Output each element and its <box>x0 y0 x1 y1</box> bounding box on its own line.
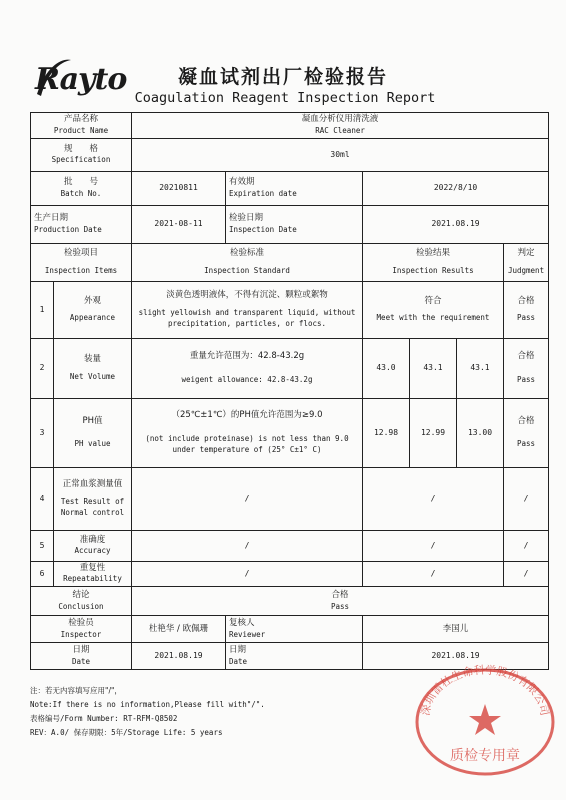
col-items-en: Inspection Items <box>44 265 118 275</box>
col-standard-en: Inspection Standard <box>204 265 290 275</box>
table-row <box>31 531 549 562</box>
item-name-en: Accuracy <box>74 546 111 556</box>
note-line-cn: 注：若无内容填写应用"/"， <box>30 686 122 695</box>
item-result-value: 43.0 <box>376 363 396 373</box>
item-result-en: Meet with the requirement <box>376 313 490 323</box>
conclusion-label-en: Conclusion <box>58 601 104 611</box>
item-result-cn: 符合 <box>424 295 442 306</box>
inspection-date-label-cn: 检验日期 <box>229 213 264 224</box>
spec-value: 30ml <box>330 149 350 159</box>
item-judgment-empty: / <box>523 540 529 550</box>
report-title-en: Coagulation Reagent Inspection Report <box>134 90 436 106</box>
item-name-en: PH value <box>74 439 111 449</box>
item-judgment-empty: / <box>523 493 529 503</box>
report-title-cn: 凝血试剂出厂检验报告 <box>177 66 388 88</box>
batch-row <box>31 172 549 206</box>
item-standard-empty: / <box>244 540 250 550</box>
col-standard-cn: 检验标准 <box>229 248 264 259</box>
item-judgment-empty: / <box>523 568 529 578</box>
reviewer-label-cn: 复核人 <box>229 618 255 629</box>
reviewer-date-label-cn: 日期 <box>229 645 247 656</box>
table-row <box>31 282 549 339</box>
item-standard-empty: / <box>244 568 250 578</box>
item-standard-cn: （25℃±1℃）的PH值允许范围为≥9.0 <box>171 410 323 421</box>
inspector-date-value: 2021.08.19 <box>154 650 203 660</box>
reviewer-date-value: 2021.08.19 <box>431 650 480 660</box>
item-name-cn: PH值 <box>82 415 103 426</box>
item-judgment-en: Pass <box>517 374 536 384</box>
col-results-cn: 检验结果 <box>415 248 450 259</box>
stamp-star-icon <box>469 704 501 735</box>
item-judgment-cn: 合格 <box>517 295 535 306</box>
column-header-row <box>31 244 549 282</box>
item-standard-empty: / <box>244 493 250 503</box>
product-label-cn: 产品名称 <box>63 114 98 125</box>
item-result-value: 43.1 <box>423 363 443 373</box>
item-result-empty: / <box>430 568 436 578</box>
item-standard-en: (not include proteinase) is not less than 9.0 under temperature of (25° C±1° C) <box>145 433 349 454</box>
product-value-en: RAC Cleaner <box>315 125 365 135</box>
item-standard-en: slight yellowish and transparent liquid, without precipitation, particles, or flocs. <box>138 307 356 328</box>
conclusion-row <box>31 587 549 616</box>
date-label-en: Date <box>71 656 91 666</box>
expiration-value: 2022/8/10 <box>433 183 478 193</box>
item-number: 5 <box>39 540 45 550</box>
col-judgment-cn: 判定 <box>517 248 535 259</box>
footnotes <box>30 684 430 740</box>
item-result-empty: / <box>430 540 436 550</box>
item-number: 4 <box>39 493 45 503</box>
stamp-arc-text: 深圳雷杜生命科学股份有限公司 <box>418 663 552 717</box>
item-result-empty: / <box>430 493 436 503</box>
item-name-en: Appearance <box>69 313 116 323</box>
batch-value: 20210811 <box>159 183 198 193</box>
item-name-en: Test Result of Normal control <box>60 496 125 517</box>
item-standard-en: weigent allowance: 42.8-43.2g <box>181 374 313 384</box>
signature-row <box>31 616 549 643</box>
item-number: 2 <box>39 363 45 373</box>
inspection-date-label-en: Inspection Date <box>229 224 297 234</box>
spec-label-en: Specification <box>51 155 111 165</box>
logo-text: Rayto <box>35 62 127 97</box>
item-result-value: 12.99 <box>420 427 446 437</box>
production-row <box>31 206 549 244</box>
stamp-bottom-text: 质检专用章 <box>450 748 520 764</box>
item-standard-cn: 淡黄色透明液体，不得有沉淀、颗粒或絮物 <box>166 290 328 301</box>
item-result-value: 43.1 <box>470 363 490 373</box>
product-row <box>31 113 549 139</box>
date-label-cn: 日期 <box>72 645 90 656</box>
inspection-date-value: 2021.08.19 <box>431 219 480 229</box>
product-label-en: Product Name <box>53 125 109 135</box>
inspector-label-en: Inspector <box>60 629 102 639</box>
expiration-label-en: Expiration date <box>229 188 297 198</box>
spec-label-cn: 规 格 <box>63 143 98 154</box>
item-judgment-en: Pass <box>517 439 536 449</box>
inspector-label-cn: 检验员 <box>68 618 94 629</box>
revision-storage: REV：A.0/ 保存期限：5年/Storage Life: 5 years <box>30 728 223 737</box>
col-judgment-en: Judgment <box>507 265 545 275</box>
item-name-en: Net Volume <box>69 371 116 381</box>
item-name-cn: 外观 <box>83 295 101 306</box>
item-number: 6 <box>39 568 45 578</box>
reviewer-date-label-en: Date <box>229 656 248 666</box>
production-label-cn: 生产日期 <box>34 213 69 224</box>
production-label-en: Production Date <box>34 224 102 234</box>
item-name-cn: 准确度 <box>79 534 106 545</box>
conclusion-label-cn: 结论 <box>72 590 90 601</box>
conclusion-value-cn: 合格 <box>331 590 349 601</box>
spec-row <box>31 139 549 172</box>
item-name-en: Repeatability <box>63 574 122 584</box>
item-name-cn: 正常血浆测量值 <box>62 479 123 490</box>
item-number: 1 <box>39 304 45 314</box>
table-row <box>31 468 549 531</box>
inspection-table <box>30 112 549 670</box>
form-number: 表格编号/Form Number: RT-RFM-Q8502 <box>30 714 178 723</box>
item-number: 3 <box>39 427 45 437</box>
item-judgment-cn: 合格 <box>517 351 535 362</box>
batch-label-en: Batch No. <box>60 188 102 198</box>
conclusion-value-en: Pass <box>331 601 350 611</box>
inspector-value: 杜艳华 / 欧佩珊 <box>148 623 209 634</box>
item-result-value: 13.00 <box>467 427 493 437</box>
item-name-cn: 装量 <box>83 354 101 365</box>
item-judgment-en: Pass <box>517 313 536 323</box>
product-value-cn: 凝血分析仪用清洗液 <box>301 114 379 125</box>
table-row <box>31 339 549 399</box>
table-row <box>31 562 549 587</box>
item-judgment-cn: 合格 <box>517 415 535 426</box>
reviewer-value: 李国儿 <box>442 623 469 634</box>
item-name-cn: 重复性 <box>79 563 106 573</box>
reviewer-label-en: Reviewer <box>229 629 266 639</box>
table-row <box>31 399 549 468</box>
quality-stamp <box>410 660 560 780</box>
production-value: 2021-08-11 <box>154 219 203 229</box>
expiration-label-cn: 有效期 <box>229 177 255 188</box>
item-result-value: 12.98 <box>373 427 399 437</box>
item-standard-cn: 重量允许范围为：42.8-43.2g <box>189 351 305 362</box>
col-items-cn: 检验项目 <box>63 248 98 259</box>
batch-label-cn: 批 号 <box>63 177 98 188</box>
note-line-en: Note:If there is no information,Please fill with"/". <box>30 700 265 709</box>
col-results-en: Inspection Results <box>392 265 474 275</box>
